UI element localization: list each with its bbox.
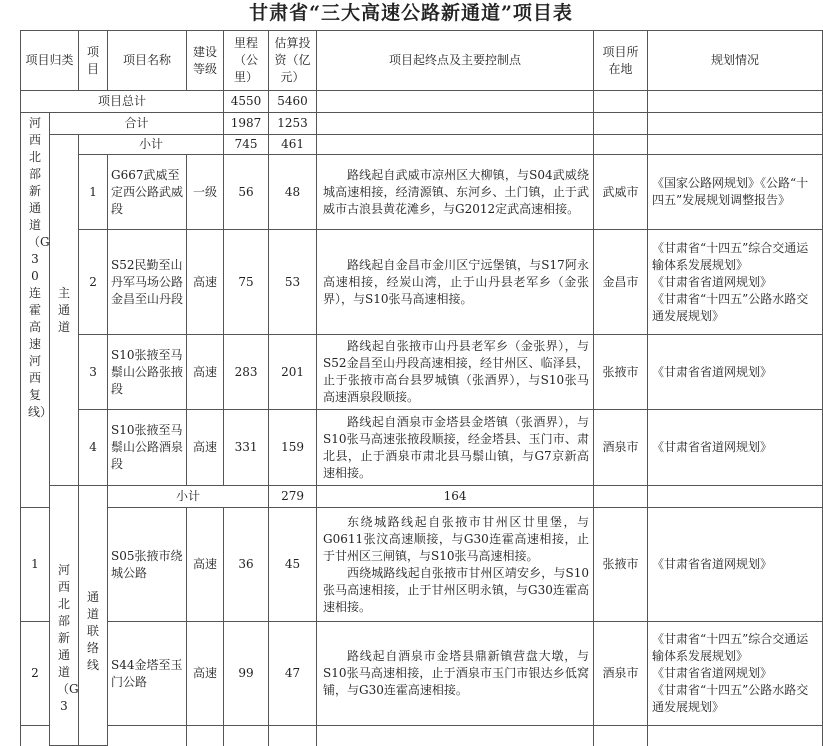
row-city: 酒泉市 xyxy=(594,410,648,486)
header-grade: 建设等级 xyxy=(187,31,224,91)
sub2-name: 通道联络线 xyxy=(87,590,100,672)
sub1-subtotal-investment: 461 xyxy=(269,135,317,155)
grand-total-row xyxy=(21,91,823,113)
row-mileage: 75 xyxy=(224,230,269,335)
row-investment: 201 xyxy=(269,335,317,410)
table-row xyxy=(21,622,823,726)
row-investment: 48 xyxy=(269,155,317,230)
row-grade: 高速 xyxy=(187,335,224,410)
row-name: S52民勤至山丹军马场公路金昌至山丹段 xyxy=(108,230,187,335)
row-name: S10张掖至马鬃山公路酒泉段 xyxy=(108,410,187,486)
sub2-subtotal-row xyxy=(21,486,823,508)
row-investment: 159 xyxy=(269,410,317,486)
row-grade: 高速 xyxy=(187,622,224,726)
channel2-name: 河西北部新通道（G3 xyxy=(57,563,79,713)
row-mileage: 331 xyxy=(224,410,269,486)
sub1-category xyxy=(50,135,79,486)
sub2-category xyxy=(79,486,108,746)
header-investment: 估算投资（亿元） xyxy=(269,31,317,91)
plan-text: 《甘肃省“十四五”公路水路交通发展规划》 xyxy=(652,291,809,323)
channel2-category xyxy=(50,486,79,746)
row-no: 4 xyxy=(79,410,108,486)
row-plan xyxy=(648,508,823,622)
plan-text: 《甘肃省“十四五”综合交通运输体系发展规划》 xyxy=(652,632,809,663)
grand-total-investment: 5460 xyxy=(269,91,317,113)
plan-text: 《甘肃省“十四五”公路水路交通发展规划》 xyxy=(652,683,809,714)
row-mileage: 36 xyxy=(224,508,269,622)
grand-total-label: 项目总计 xyxy=(21,91,224,113)
header-name: 项目名称 xyxy=(108,31,187,91)
route-text: 路线起自张掖市山丹县老军乡（金张界），与S52金昌至山丹段高速相接，经甘州区、临泽县，止于张掖市高台县罗城镇（张酒界），与S10张马高速酒泉段顺接。 xyxy=(323,339,590,404)
row-investment: 45 xyxy=(269,508,317,622)
header-item: 项目 xyxy=(79,31,108,91)
row-mileage: 283 xyxy=(224,335,269,410)
row-plan xyxy=(648,230,823,335)
table-header-row xyxy=(21,31,823,91)
row-no: 3 xyxy=(79,335,108,410)
row-name: S44金塔至玉门公路 xyxy=(108,622,187,726)
row-no: 1 xyxy=(21,508,50,622)
plan-text: 《甘肃省省道网规划》 xyxy=(652,557,773,571)
header-route: 项目起终点及主要控制点 xyxy=(317,31,594,91)
route-text: 路线起自武威市凉州区大柳镇，与S04武威绕城高速相接，经清源镇、东河乡、土门镇，止于武威市古浪县黄花滩乡，与G2012定武高速相接。 xyxy=(323,167,590,216)
row-grade: 高速 xyxy=(187,508,224,622)
row-no: 2 xyxy=(79,230,108,335)
sub2-subtotal-label: 小计 xyxy=(108,486,269,508)
header-mileage: 里程（公里） xyxy=(224,31,269,91)
table-row xyxy=(21,410,823,486)
header-city: 项目所在地 xyxy=(594,31,648,91)
row-mileage: 56 xyxy=(224,155,269,230)
row-route xyxy=(317,410,594,486)
table-row xyxy=(21,155,823,230)
row-grade: 高速 xyxy=(187,410,224,486)
route-text: 路线起自酒泉市金塔县鼎新镇营盘大墩，与S10张马高速相接，止于酒泉市玉门市银达乡低窝铺，与G30连霍高速相接。 xyxy=(323,649,590,697)
plan-text: 《甘肃省“十四五”综合交通运输体系发展规划》 xyxy=(652,240,809,272)
row-name: S10张掖至马鬃山公路张掖段 xyxy=(108,335,187,410)
row-mileage: 99 xyxy=(224,622,269,726)
row-route xyxy=(317,230,594,335)
plan-text: 《甘肃省省道网规划》 xyxy=(652,274,773,289)
route-text: 路线起自金昌市金川区宁远堡镇，与S17阿永高速相接，经炭山湾，止于山丹县老军乡（金张界），与S10张马高速相接。 xyxy=(323,257,590,306)
row-grade: 高速 xyxy=(187,230,224,335)
grand-total-mileage: 4550 xyxy=(224,91,269,113)
row-city: 张掖市 xyxy=(594,508,648,622)
row-city: 张掖市 xyxy=(594,335,648,410)
row-plan xyxy=(648,622,823,726)
project-table xyxy=(20,30,823,746)
sub1-subtotal-mileage: 745 xyxy=(224,135,269,155)
plan-text: 《甘肃省省道网规划》 xyxy=(652,440,773,454)
table-row xyxy=(21,335,823,410)
sub2-subtotal-mileage: 279 xyxy=(269,486,317,508)
channel1-total-label: 合计 xyxy=(50,113,224,135)
row-no: 1 xyxy=(79,155,108,230)
channel1-category xyxy=(21,113,53,508)
row-plan xyxy=(648,335,823,410)
channel1-total-investment: 1253 xyxy=(269,113,317,135)
row-plan xyxy=(648,155,823,230)
sub1-subtotal-label: 小计 xyxy=(79,135,224,155)
row-city: 酒泉市 xyxy=(594,622,648,726)
row-city: 武威市 xyxy=(594,155,648,230)
row-name: S05张掖市绕城公路 xyxy=(108,508,187,622)
row-name: G667武威至定西公路武威段 xyxy=(108,155,187,230)
row-no: 2 xyxy=(21,622,50,726)
page-title: 甘肃省“三大高速公路新通道”项目表 xyxy=(249,2,573,24)
sub1-subtotal-row xyxy=(21,135,823,155)
row-route xyxy=(317,155,594,230)
channel1-total-row xyxy=(21,113,823,135)
table-row xyxy=(21,230,823,335)
channel1-total-mileage: 1987 xyxy=(224,113,269,135)
row-route xyxy=(317,335,594,410)
row-plan xyxy=(648,410,823,486)
row-investment: 47 xyxy=(269,622,317,726)
plan-text: 《甘肃省省道网规划》 xyxy=(652,364,773,379)
row-grade: 一级 xyxy=(187,155,224,230)
row-city: 金昌市 xyxy=(594,230,648,335)
header-category: 项目归类 xyxy=(21,31,79,91)
row-investment: 53 xyxy=(269,230,317,335)
plan-text: 《甘肃省省道网规划》 xyxy=(652,666,773,680)
sub2-subtotal-investment: 164 xyxy=(317,486,594,508)
plan-text: 《国家公路网规划》《公路“十四五”发展规划调整报告》 xyxy=(652,176,809,207)
table-row xyxy=(21,508,823,622)
route-text: 西绕城路线起自张掖市甘州区靖安乡，与S10张马高速相接，止于甘州区明永镇，与G30连霍高速相接。 xyxy=(323,565,590,614)
header-plan: 规划情况 xyxy=(648,31,823,91)
sub1-name: 主通道 xyxy=(57,285,70,334)
table-row-cutoff xyxy=(21,726,823,746)
row-route xyxy=(317,508,594,622)
route-text: 东绕城路线起自张掖市甘州区廿里堡，与G0611张汶高速顺接，与G30连霍高速相接，止于甘州区三闸镇，与S10张马高速相接。 xyxy=(323,514,590,563)
channel1-name: 河西北部新通道（G30连霍高速河西复线） xyxy=(28,116,53,419)
row-route xyxy=(317,622,594,726)
route-text: 路线起自酒泉市金塔县金塔镇（张酒界），与S10张马高速张掖段顺接，经金塔县、玉门市、肃北县，止于酒泉市肃北县马鬃山镇，与G7京新高速相接。 xyxy=(323,414,590,480)
